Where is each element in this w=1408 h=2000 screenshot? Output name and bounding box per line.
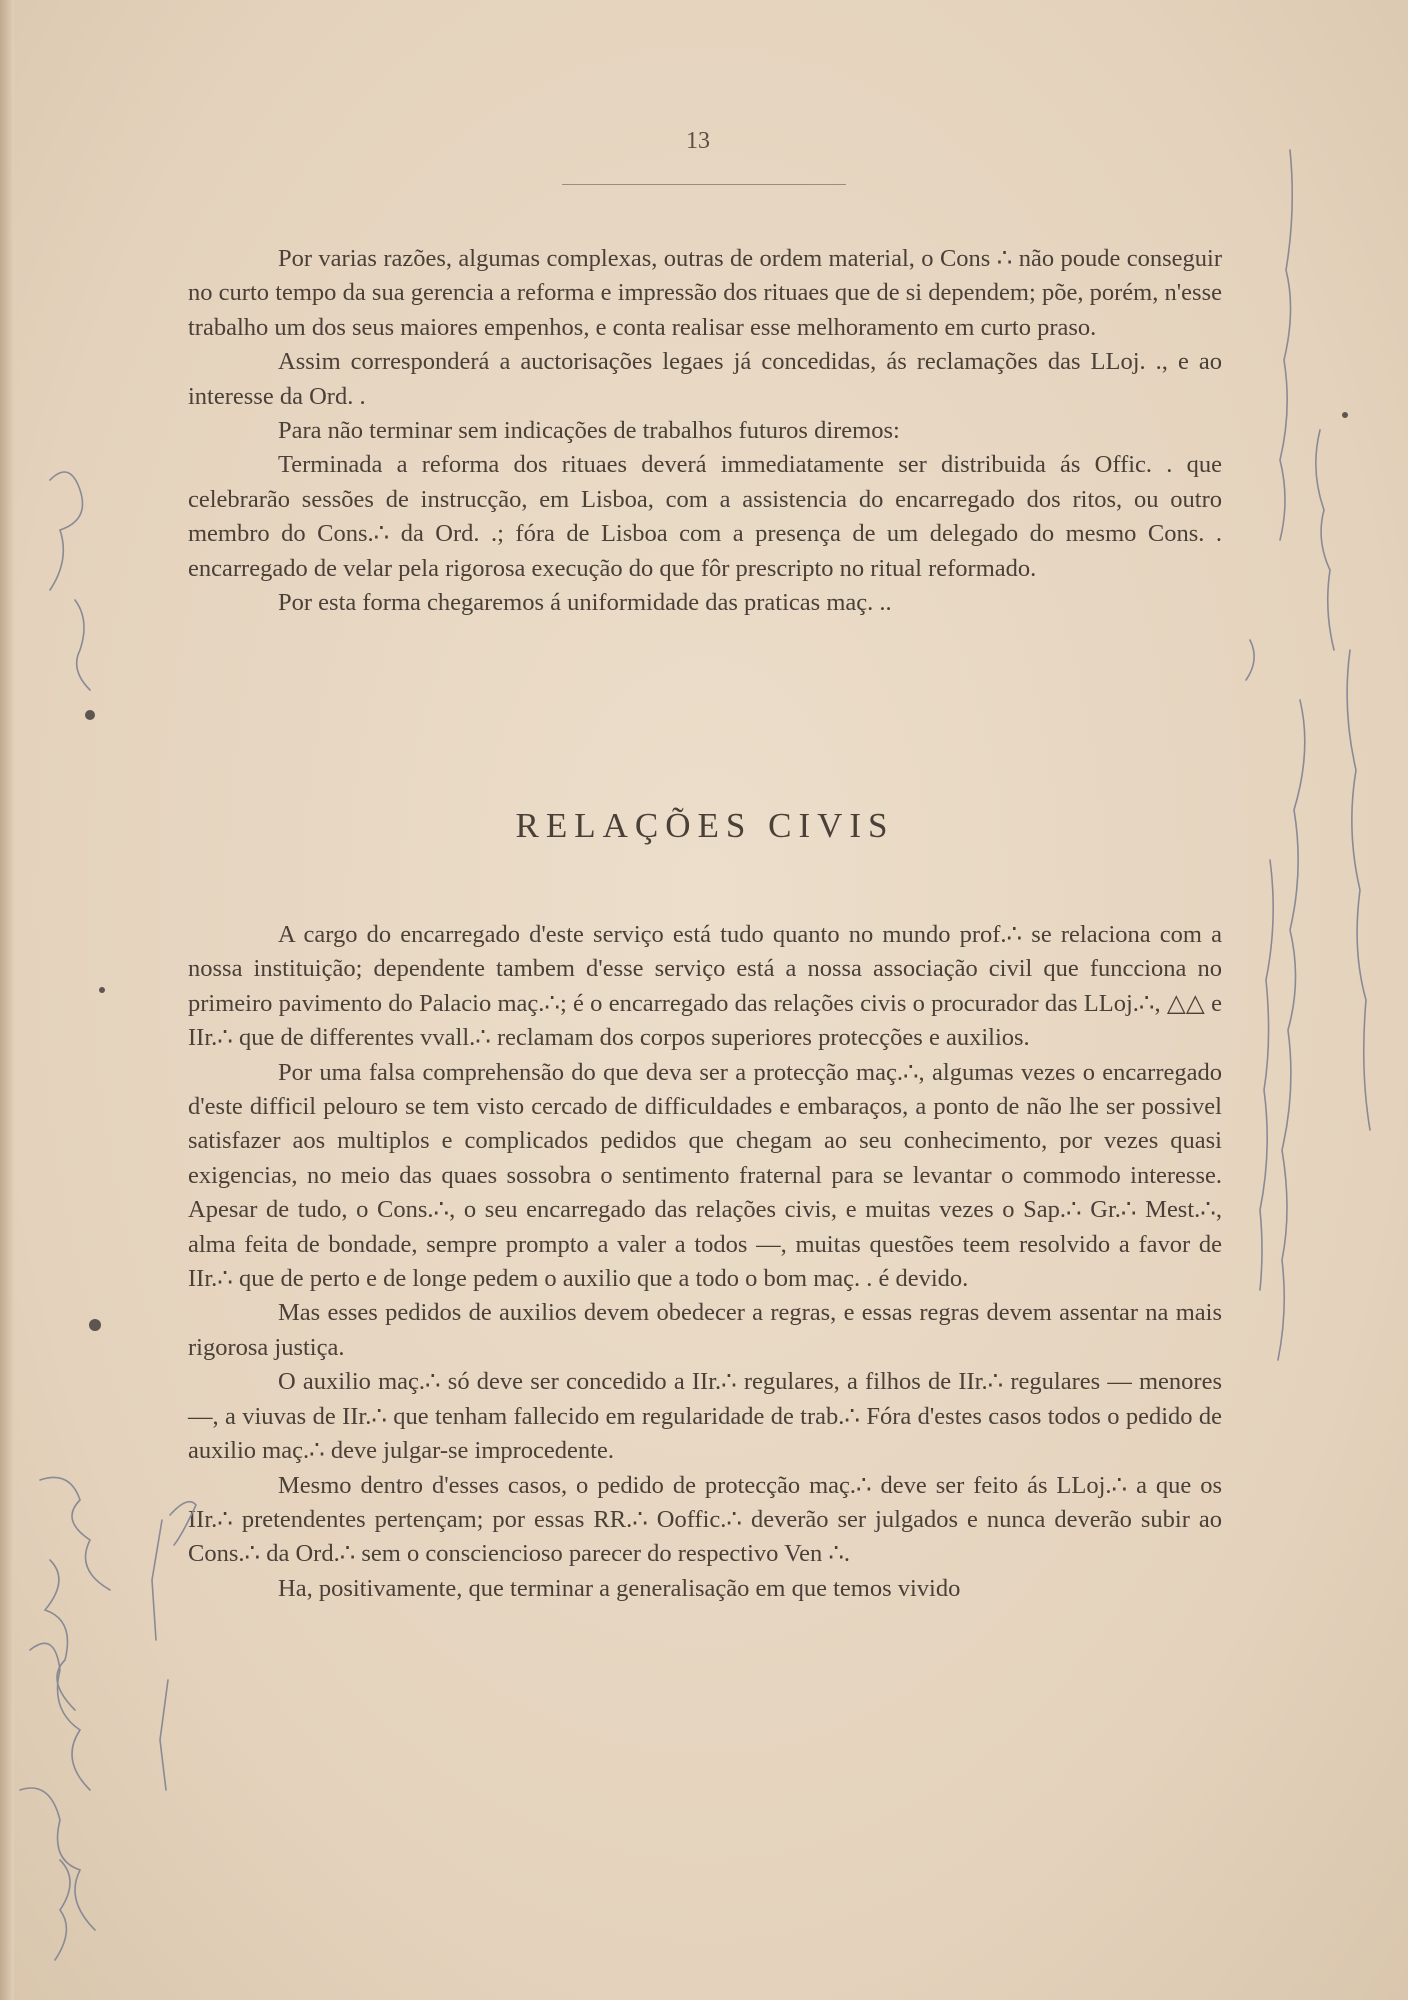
margin-scribble <box>1280 150 1292 540</box>
margin-scribble <box>1260 860 1273 1290</box>
paragraph: Para não terminar sem indicações de trabalhos futuros diremos: <box>278 417 900 445</box>
margin-scribble <box>20 1788 95 1930</box>
header-rule <box>562 184 846 185</box>
page-binding-edge <box>0 0 14 2000</box>
margin-scribble <box>1347 650 1370 1130</box>
section-heading: RELAÇÕES CIVIS <box>515 806 895 845</box>
margin-scribble <box>50 472 83 590</box>
paragraph: Mas esses pedidos de auxilios devem obedecer a regras, e essas regras devem assentar na mais rigorosa justiça. <box>188 1299 1222 1361</box>
paragraph: Assim corresponderá a auctorisações legaes já concedidas, ás reclamações das LLoj. ., e ao interesse da Ord. . <box>188 348 1222 410</box>
margin-scribble <box>55 1860 70 1960</box>
margin-scribble <box>40 1478 110 1591</box>
paragraph: O auxilio maç.∴ só deve ser concedido a IIr.∴ regulares, a filhos de IIr.∴ regulares — menores —, a viuvas de IIr.∴ que tenham fallecido em regularidade de trab.∴ Fóra d'estes casos todos o pedido de auxilio maç.∴ deve julgar-se improcedente. <box>188 1368 1222 1465</box>
paragraph: Por esta forma chegaremos á uniformidade das praticas maç. .. <box>278 589 892 617</box>
ink-speck <box>85 710 95 720</box>
paragraph: Terminada a reforma dos rituaes deverá immediatamente ser distribuida ás Offic. . que celebrarão sessões de instrucção, em Lisboa, com a assistencia do encarregado dos ritos, ou outro membro do Cons.∴ da Ord. .; fóra de Lisboa com a presença de um delegado do mesmo Cons. . encarregado de velar pela rigorosa execução do que fôr prescripto no ritual reformado. <box>188 451 1222 582</box>
margin-scribble <box>1278 700 1305 1360</box>
margin-scribble <box>30 1643 90 1790</box>
margin-scribble <box>1316 430 1334 650</box>
margin-scribble <box>160 1680 168 1790</box>
page-number: 13 <box>686 128 710 154</box>
margin-scribble <box>75 600 90 690</box>
margin-scribble <box>1246 640 1254 680</box>
paragraph: Por uma falsa comprehensão do que deva ser a protecção maç.∴, algumas vezes o encarregado d'este difficil pelouro se tem visto cercado de difficuldades e embaraços, a ponto de não lhe ser possivel satisfazer aos multiplos e complicados pedidos que chegam ao seu conhecimento, por vezes quasi exigencias, no meio das quaes sossobra o sentimento fraternal para se levantar o commodo interesse. Apesar de tudo, o Cons.∴, o seu encarregado das relações civis, e muitas vezes o Sap.∴ Gr.∴ Mest.∴, alma feita de bondade, sempre prompto a valer a todos —, muitas questões teem resolvido a favor de IIr.∴ que de perto e de longe pedem o auxilio que a todo o bom maç. . é devido. <box>188 1058 1222 1293</box>
paragraph: Ha, positivamente, que terminar a generalisação em que temos vivido <box>278 1574 961 1602</box>
ink-speck <box>1342 412 1348 418</box>
paragraph: A cargo do encarregado d'este serviço está tudo quanto no mundo prof.∴ se relaciona com a nossa instituição; dependente tambem d'esse serviço está a nossa associação civil que funcciona no primeiro pavimento do Palacio maç.∴; é o encarregado das relações civis o procurador das LLoj.∴, △△ e IIr.∴ que de differentes vvall.∴ reclamam dos corpos superiores protecções e auxilios. <box>188 921 1222 1052</box>
paragraph: Por varias razões, algumas complexas, outras de ordem material, o Cons ∴ não poude conseguir no curto tempo da sua gerencia a reforma e impressão dos rituaes que de si dependem; põe, porém, n'esse trabalho um dos seus maiores empenhos, e conta realisar esse melhoramento em curto praso. <box>188 245 1222 341</box>
paragraph: Mesmo dentro d'esses casos, o pedido de protecção maç.∴ deve ser feito ás LLoj.∴ a que os IIr.∴ pretendentes pertençam; por essas RR.∴ Ooffic.∴ deverão ser julgados e nunca deverão subir ao Cons.∴ da Ord.∴ sem o consciencioso parecer do respectivo Ven ∴. <box>188 1471 1222 1568</box>
ink-speck <box>89 1319 101 1331</box>
intro-text <box>188 242 1222 620</box>
section-body <box>188 918 1222 1606</box>
margin-scribble <box>152 1520 162 1640</box>
ink-speck <box>99 987 105 993</box>
margin-scribble <box>45 1560 75 1710</box>
